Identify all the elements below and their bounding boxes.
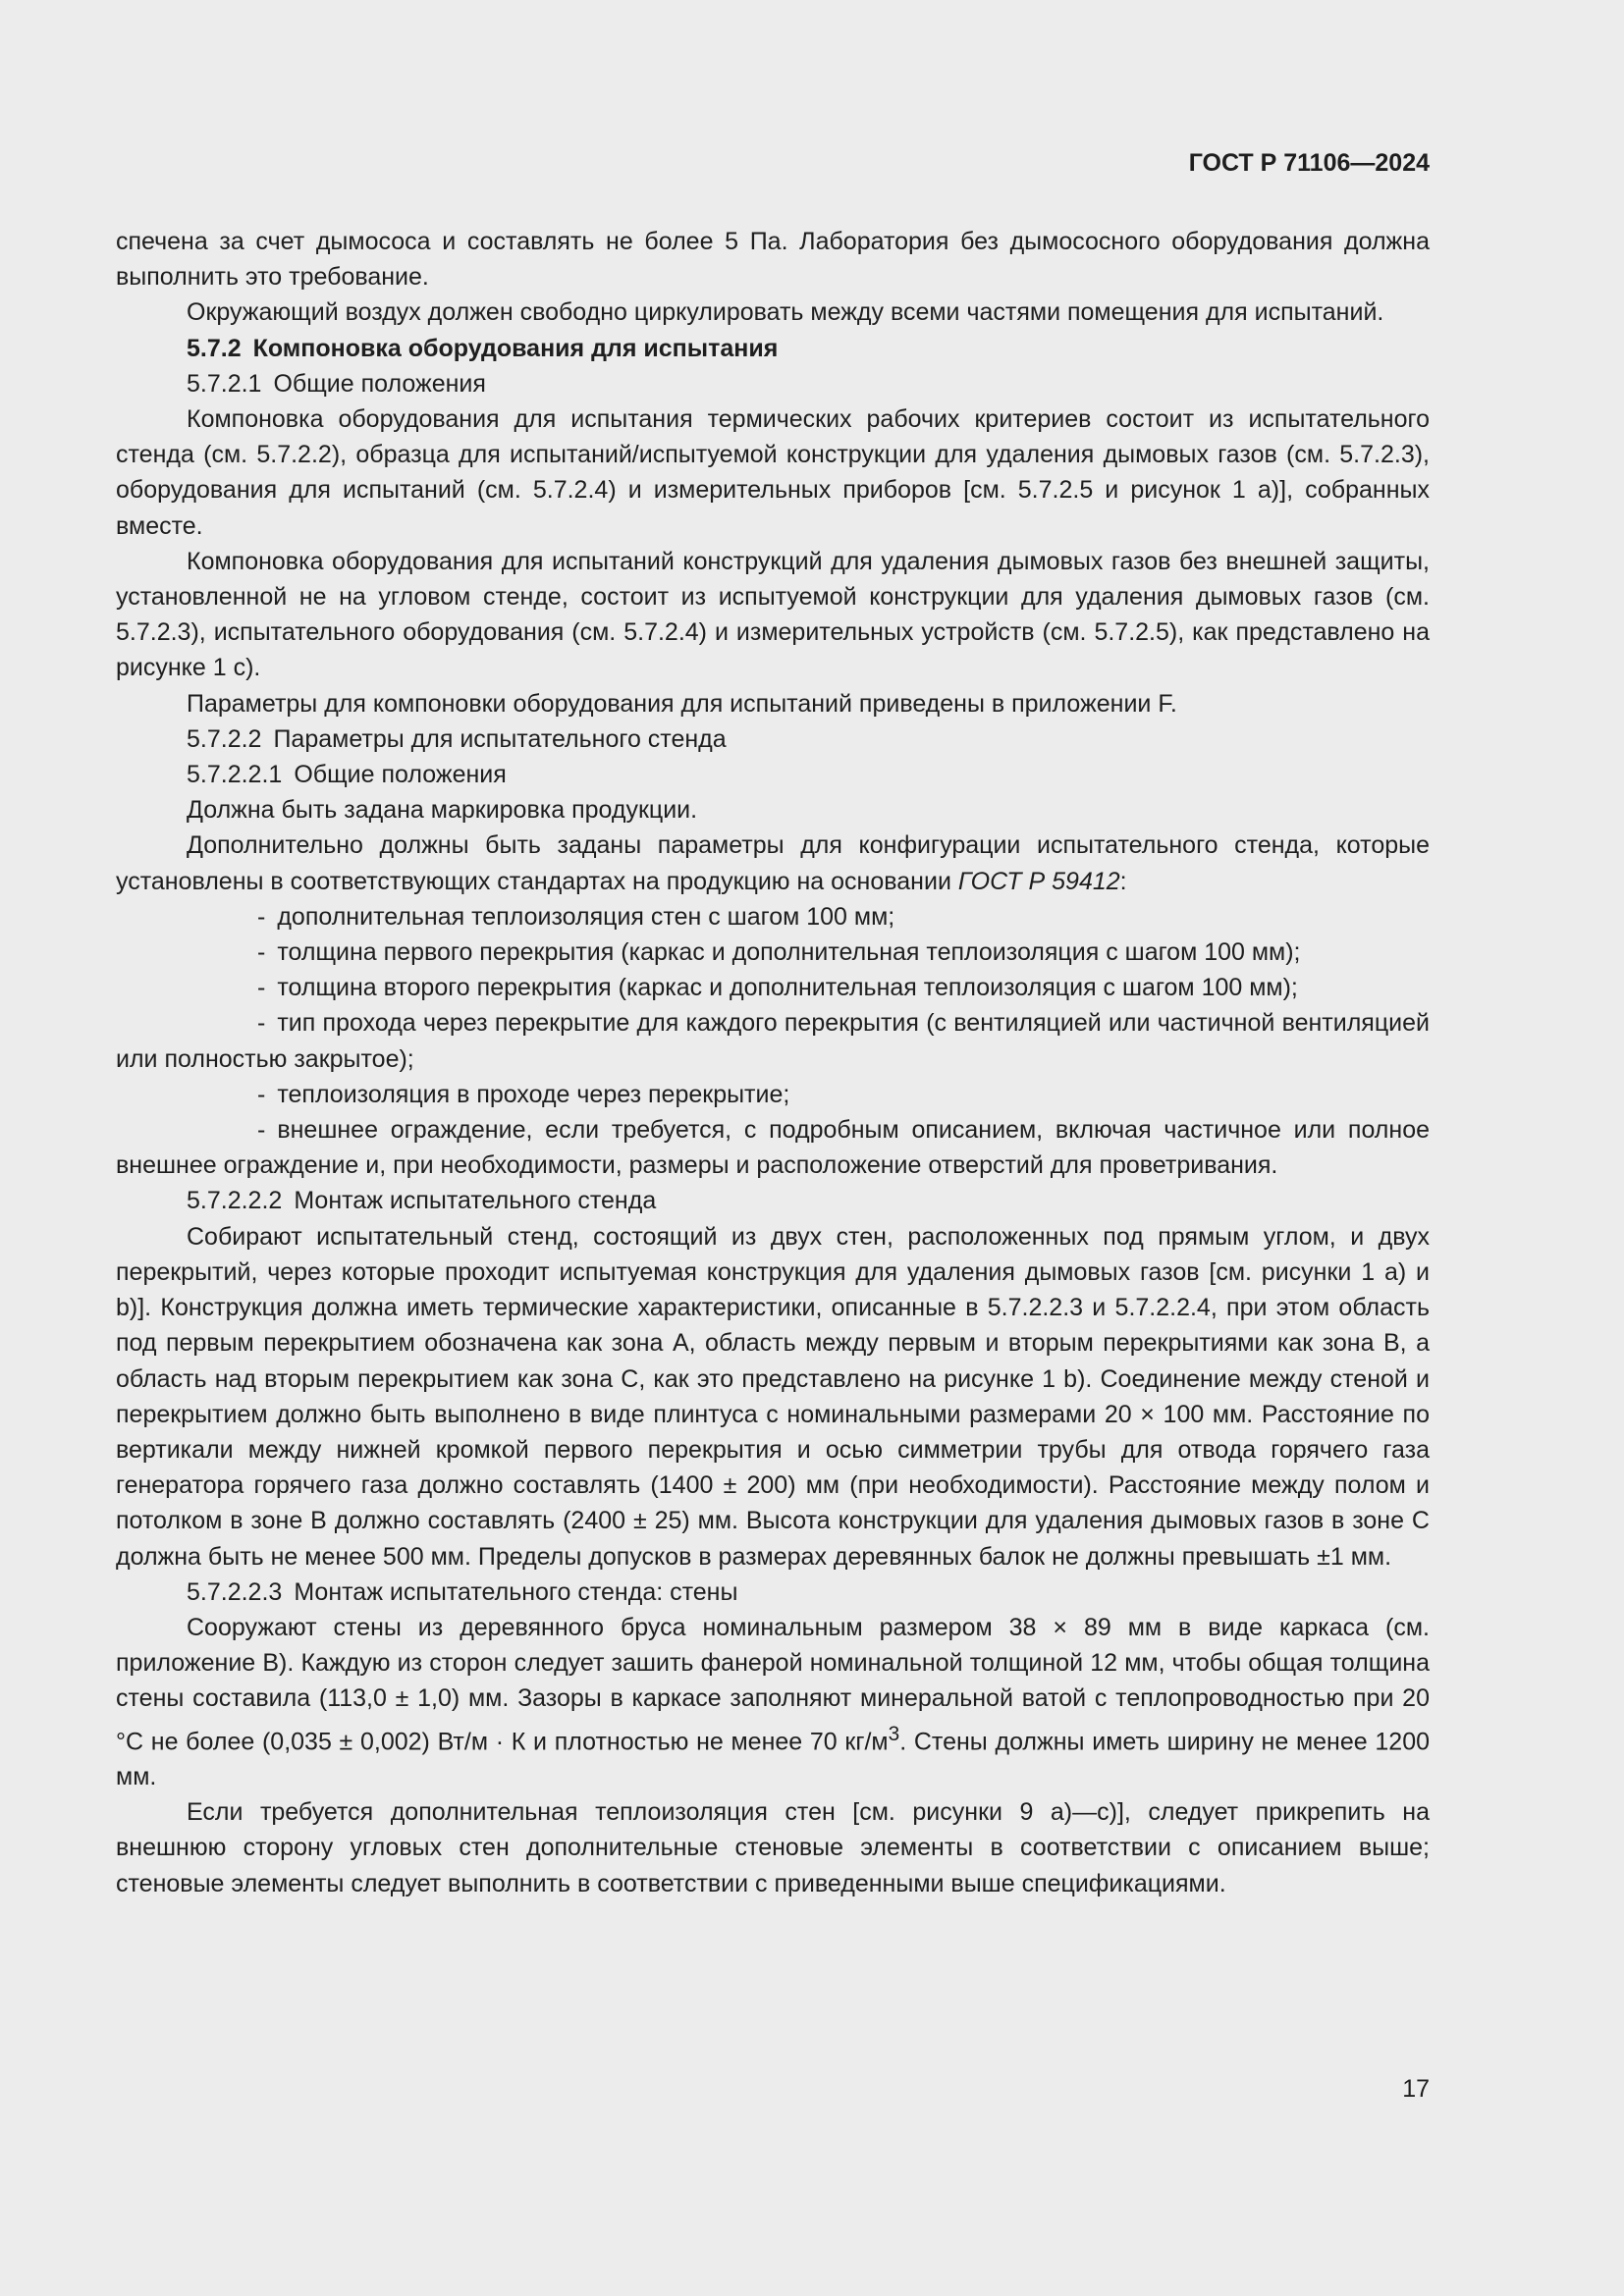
section-number: 5.7.2.2 xyxy=(187,724,262,753)
list-item xyxy=(116,1005,1430,1076)
section-title: Общие положения xyxy=(294,761,507,789)
paragraph-text: Дополнительно должны быть заданы параметры для конфигурации испытательного стенда, которые установлены в соответствующих стандартах на продукцию на основании xyxy=(116,831,1430,895)
paragraph: спечена за счет дымососа и составлять не более 5 Па. Лаборатория без дымососного оборудования должна выполнить это требование. xyxy=(116,228,1430,292)
section-number: 5.7.2.2.2 xyxy=(187,1187,283,1215)
list-dash: - xyxy=(257,1009,266,1038)
section-number: 5.7.2.1 xyxy=(187,369,262,398)
list-item xyxy=(116,1077,1430,1112)
section-heading-5-7-2-2-3 xyxy=(116,1575,1430,1610)
list-item-text: внешнее ограждение, если требуется, с подробным описанием, включая частичное или полное внешнее ограждение и, при необходимости, размеры и расположение отверстий для проветривания. xyxy=(116,1116,1430,1180)
section-title: Параметры для испытательного стенда xyxy=(273,724,727,753)
list-dash: - xyxy=(257,974,266,1002)
section-heading-5-7-2-2-2 xyxy=(116,1183,1430,1218)
list-item xyxy=(116,899,1430,934)
paragraph: Компоновка оборудования для испытания термических рабочих критериев состоит из испытательного стенда (см. 5.7.2.2), образца для испытаний/испытуемой конструкции для удаления дымовых газов (см. 5.7.2.3), оборудования для испытаний (см. 5.7.2.4) и измерительных приборов [см. 5.7.2.5 и рисунок 1 а)], собранных вместе. xyxy=(116,405,1430,540)
page-number: 17 xyxy=(1402,2075,1430,2103)
list-item-text: теплоизоляция в проходе через перекрытие; xyxy=(277,1080,790,1108)
section-number: 5.7.2.2.3 xyxy=(187,1577,283,1606)
paragraph: Должна быть задана маркировка продукции. xyxy=(187,796,698,825)
section-title: Монтаж испытательного стенда xyxy=(294,1187,657,1215)
section-number: 5.7.2 xyxy=(187,334,242,362)
list-item-text: дополнительная теплоизоляция стен с шагом 100 мм; xyxy=(277,902,895,931)
superscript: 3 xyxy=(888,1722,900,1745)
paragraph: Компоновка оборудования для испытаний конструкций для удаления дымовых газов без внешней защиты, установленной не на угловом стенде, состоит из испытуемой конструкции для удаления дымовых газов (см. 5.7.2.3), испытательного оборудования (см. 5.7.2.4) и измерительных устройств (см. 5.7.2.5), как представлено на рисунке 1 с). xyxy=(116,547,1430,682)
list-item-text: толщина первого перекрытия (каркас и дополнительная теплоизоляция с шагом 100 мм); xyxy=(277,938,1301,967)
section-heading-5-7-2 xyxy=(116,331,1430,366)
paragraph xyxy=(116,1610,1430,1794)
paragraph: Окружающий воздух должен свободно циркулировать между всеми частями помещения для испытаний. xyxy=(187,298,1384,327)
paragraph: Если требуется дополнительная теплоизоляция стен [см. рисунки 9 а)—с)], следует прикрепить на внешнюю сторону угловых стен дополнительные стеновые элементы в соответствии с описанием выше; стеновые элементы следует выполнить в соответствии с приведенными выше спецификациями. xyxy=(116,1798,1430,1897)
document-body xyxy=(116,224,1430,1901)
paragraph: Собирают испытательный стенд, состоящий из двух стен, расположенных под прямым углом, и двух перекрытий, через которые проходит испытуемая конструкция для удаления дымовых газов [см. рисунки 1 а) и b)]. Конструкция должна иметь термические характеристики, описанные в 5.7.2.2.3 и 5.7.2.2.4, при этом область под первым перекрытием обозначена как зона А, область между первым и вторым перекрытиями как зона В, а область над вторым перекрытием как зона С, как это представлено на рисунке 1 b). Соединение между стеной и перекрытием должно быть выполнено в виде плинтуса с номинальными размерами 20 × 100 мм. Расстояние по вертикали между нижней кромкой первого перекрытия и осью симметрии трубы для отвода горячего газа генератора горячего газа должно составлять (1400 ± 200) мм (при необходимости). Расстояние между полом и потолком в зоне В должно составлять (2400 ± 25) мм. Высота конструкции для удаления дымовых газов в зоне С должна быть не менее 500 мм. Пределы допусков в размерах деревянных балок не должны превышать ±1 мм. xyxy=(116,1222,1430,1571)
list-item-text: тип прохода через перекрытие для каждого перекрытия (с вентиляцией или частичной вентиляцией или полностью закрытое); xyxy=(116,1009,1430,1073)
list-dash: - xyxy=(257,938,266,967)
paragraph xyxy=(116,828,1430,898)
section-title: Монтаж испытательного стенда: стены xyxy=(294,1577,738,1606)
document-code-header: ГОСТ Р 71106—2024 xyxy=(1188,149,1430,177)
paragraph-text-end: : xyxy=(1119,867,1127,895)
section-title: Общие положения xyxy=(273,369,486,398)
paragraph-text: Сооружают стены из деревянного бруса номинальным размером 38 × 89 мм в виде каркаса (см. приложение В). Каждую из сторон следует зашить фанерой номинальной толщиной 12 мм, чтобы общая толщина стены составила (113,0 ± 1,0) мм. Зазоры в каркасе заполняют минеральной ватой с теплопроводностью при 20 °С не более (0,035 ± 0,002) Вт/м · К и плотностью не менее 70 кг/м xyxy=(116,1613,1430,1755)
section-title: Компоновка оборудования для испытания xyxy=(252,334,779,362)
section-number: 5.7.2.2.1 xyxy=(187,761,283,789)
list-item xyxy=(116,934,1430,970)
standard-reference: ГОСТ Р 59412 xyxy=(957,867,1120,895)
list-item xyxy=(116,1112,1430,1183)
section-heading-5-7-2-2 xyxy=(116,721,1430,757)
list-item xyxy=(116,970,1430,1005)
paragraph: Параметры для компоновки оборудования для испытаний приведены в приложении F. xyxy=(187,689,1177,718)
section-heading-5-7-2-2-1 xyxy=(116,757,1430,792)
section-heading-5-7-2-1 xyxy=(116,366,1430,401)
list-dash: - xyxy=(257,902,266,931)
paragraph-text-end: . Стены должны иметь ширину не менее 1200 мм. xyxy=(116,1727,1430,1791)
list-item-text: толщина второго перекрытия (каркас и дополнительная теплоизоляция с шагом 100 мм); xyxy=(277,974,1298,1002)
list-dash: - xyxy=(257,1080,266,1108)
list-dash: - xyxy=(257,1116,266,1145)
